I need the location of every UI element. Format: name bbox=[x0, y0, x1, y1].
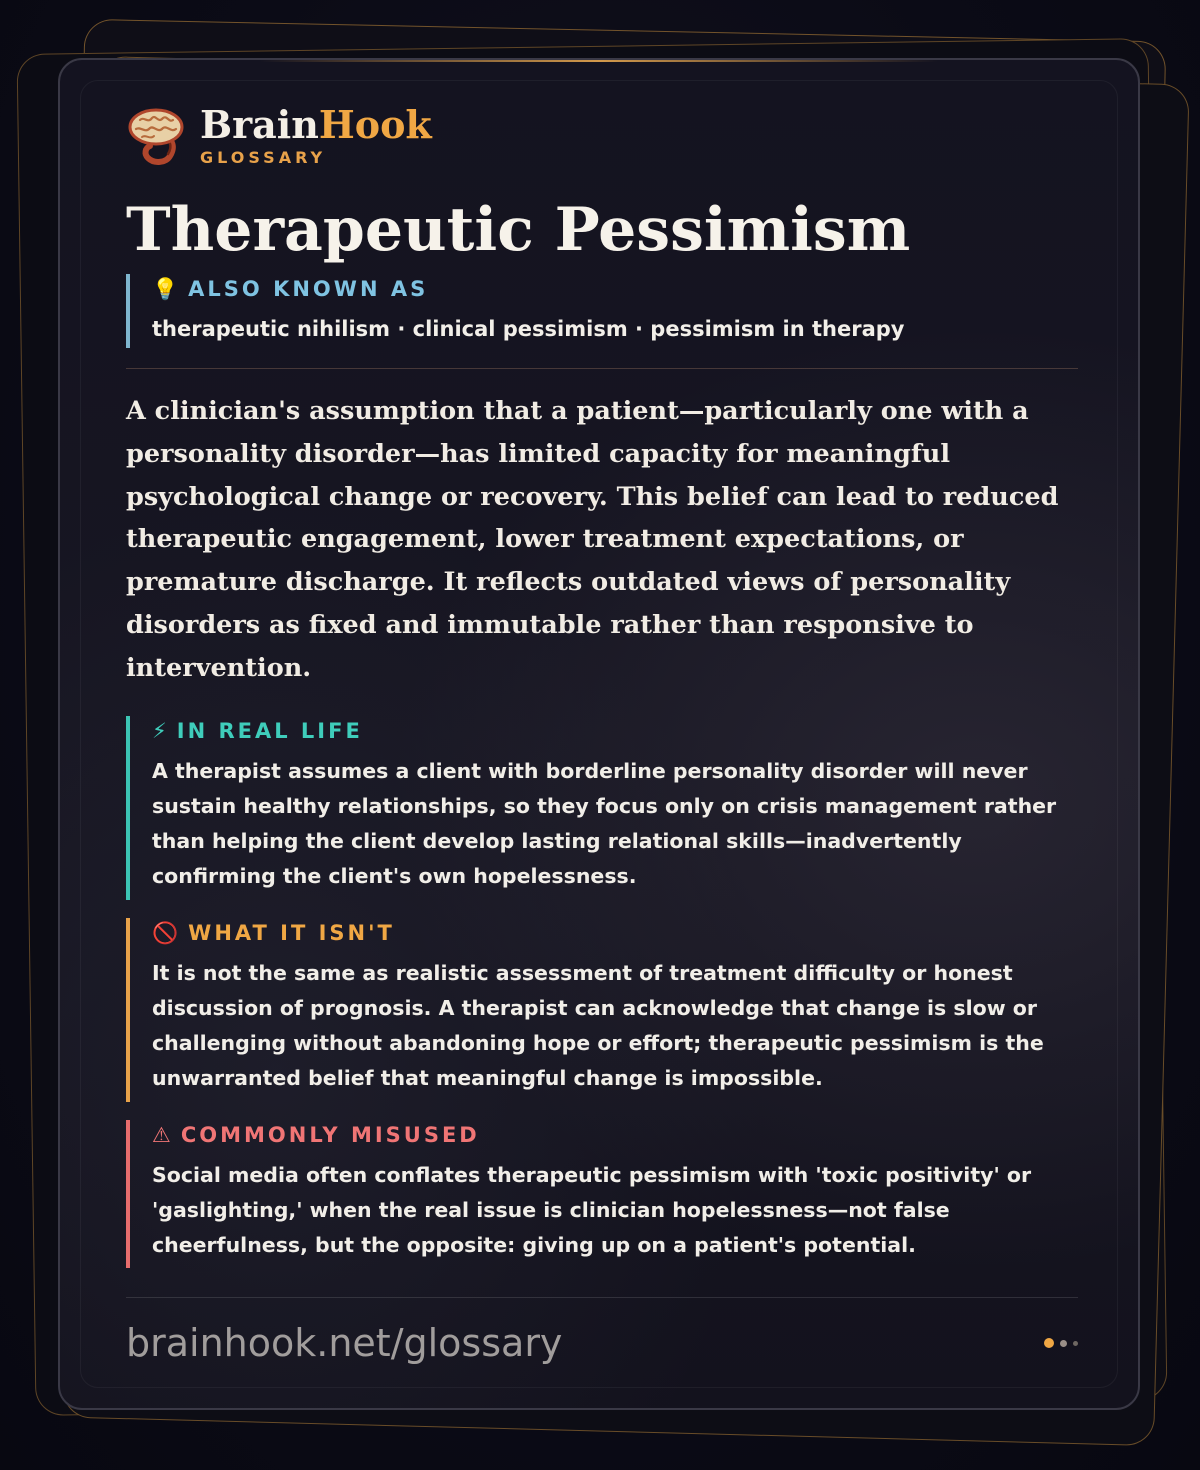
pagination-dot[interactable] bbox=[1060, 1340, 1067, 1347]
lightbulb-icon: 💡 bbox=[152, 277, 179, 301]
pagination-dots[interactable] bbox=[1038, 1338, 1078, 1348]
lightning-icon: ⚡ bbox=[152, 719, 167, 743]
in-real-life-heading: IN REAL LIFE bbox=[176, 719, 363, 743]
in-real-life-body: A therapist assumes a client with borderline personality disorder will never sustain healthy relationships, so they focus only on crisis management rather than helping the client develop lasting relational skills—inadvertently confirming the client's own hopelessness. bbox=[152, 759, 1057, 888]
term-title: Therapeutic Pessimism bbox=[126, 195, 911, 265]
also-known-as-list: therapeutic nihilism · clinical pessimism · pessimism in therapy bbox=[152, 317, 905, 341]
brand-header[interactable] bbox=[126, 104, 432, 167]
commonly-misused-section bbox=[126, 1120, 1078, 1268]
no-entry-icon: 🚫 bbox=[152, 921, 179, 945]
footer-url-link[interactable]: brainhook.net/glossary bbox=[126, 1321, 563, 1365]
pagination-dot[interactable] bbox=[1073, 1341, 1078, 1346]
footer-divider bbox=[126, 1297, 1078, 1298]
section-divider bbox=[126, 368, 1078, 369]
what-it-isnt-body: It is not the same as realistic assessment of treatment difficulty or honest discussion of prognosis. A therapist can acknowledge that change is slow or challenging without abandoning hope or effort; therapeutic pessimism is the unwarranted belief that meaningful change is impossible. bbox=[152, 961, 1044, 1090]
card-top-highlight bbox=[260, 60, 938, 62]
also-known-as-heading: ALSO KNOWN AS bbox=[188, 277, 429, 301]
brand-name-primary: Brain bbox=[200, 102, 319, 147]
brand-name bbox=[200, 104, 432, 146]
brand-subtitle: GLOSSARY bbox=[200, 148, 327, 167]
pagination-dot-active[interactable] bbox=[1044, 1338, 1054, 1348]
also-known-as-section bbox=[126, 274, 1078, 348]
warning-icon: ⚠ bbox=[152, 1123, 171, 1147]
brand-name-accent: Hook bbox=[318, 102, 432, 147]
what-it-isnt-section bbox=[126, 918, 1078, 1102]
in-real-life-section bbox=[126, 716, 1078, 900]
definition-text: A clinician's assumption that a patient—particularly one with a personality disorder—has limited capacity for meaningful psychological change or recovery. This belief can lead to reduced therapeutic engagement, lower treatment expectations, or premature discharge. It reflects outdated views of personality disorders as fixed and immutable rather than responsive to intervention. bbox=[126, 396, 1059, 683]
commonly-misused-body: Social media often conflates therapeutic pessimism with 'toxic positivity' or 'gaslighting,' when the real issue is clinician hopelessness—not false cheerfulness, but the opposite: giving up on a patient's potential. bbox=[152, 1163, 1032, 1257]
commonly-misused-heading: COMMONLY MISUSED bbox=[180, 1123, 480, 1147]
brain-hook-icon bbox=[126, 106, 186, 166]
glossary-card bbox=[58, 58, 1140, 1410]
what-it-isnt-heading: WHAT IT ISN'T bbox=[188, 921, 395, 945]
